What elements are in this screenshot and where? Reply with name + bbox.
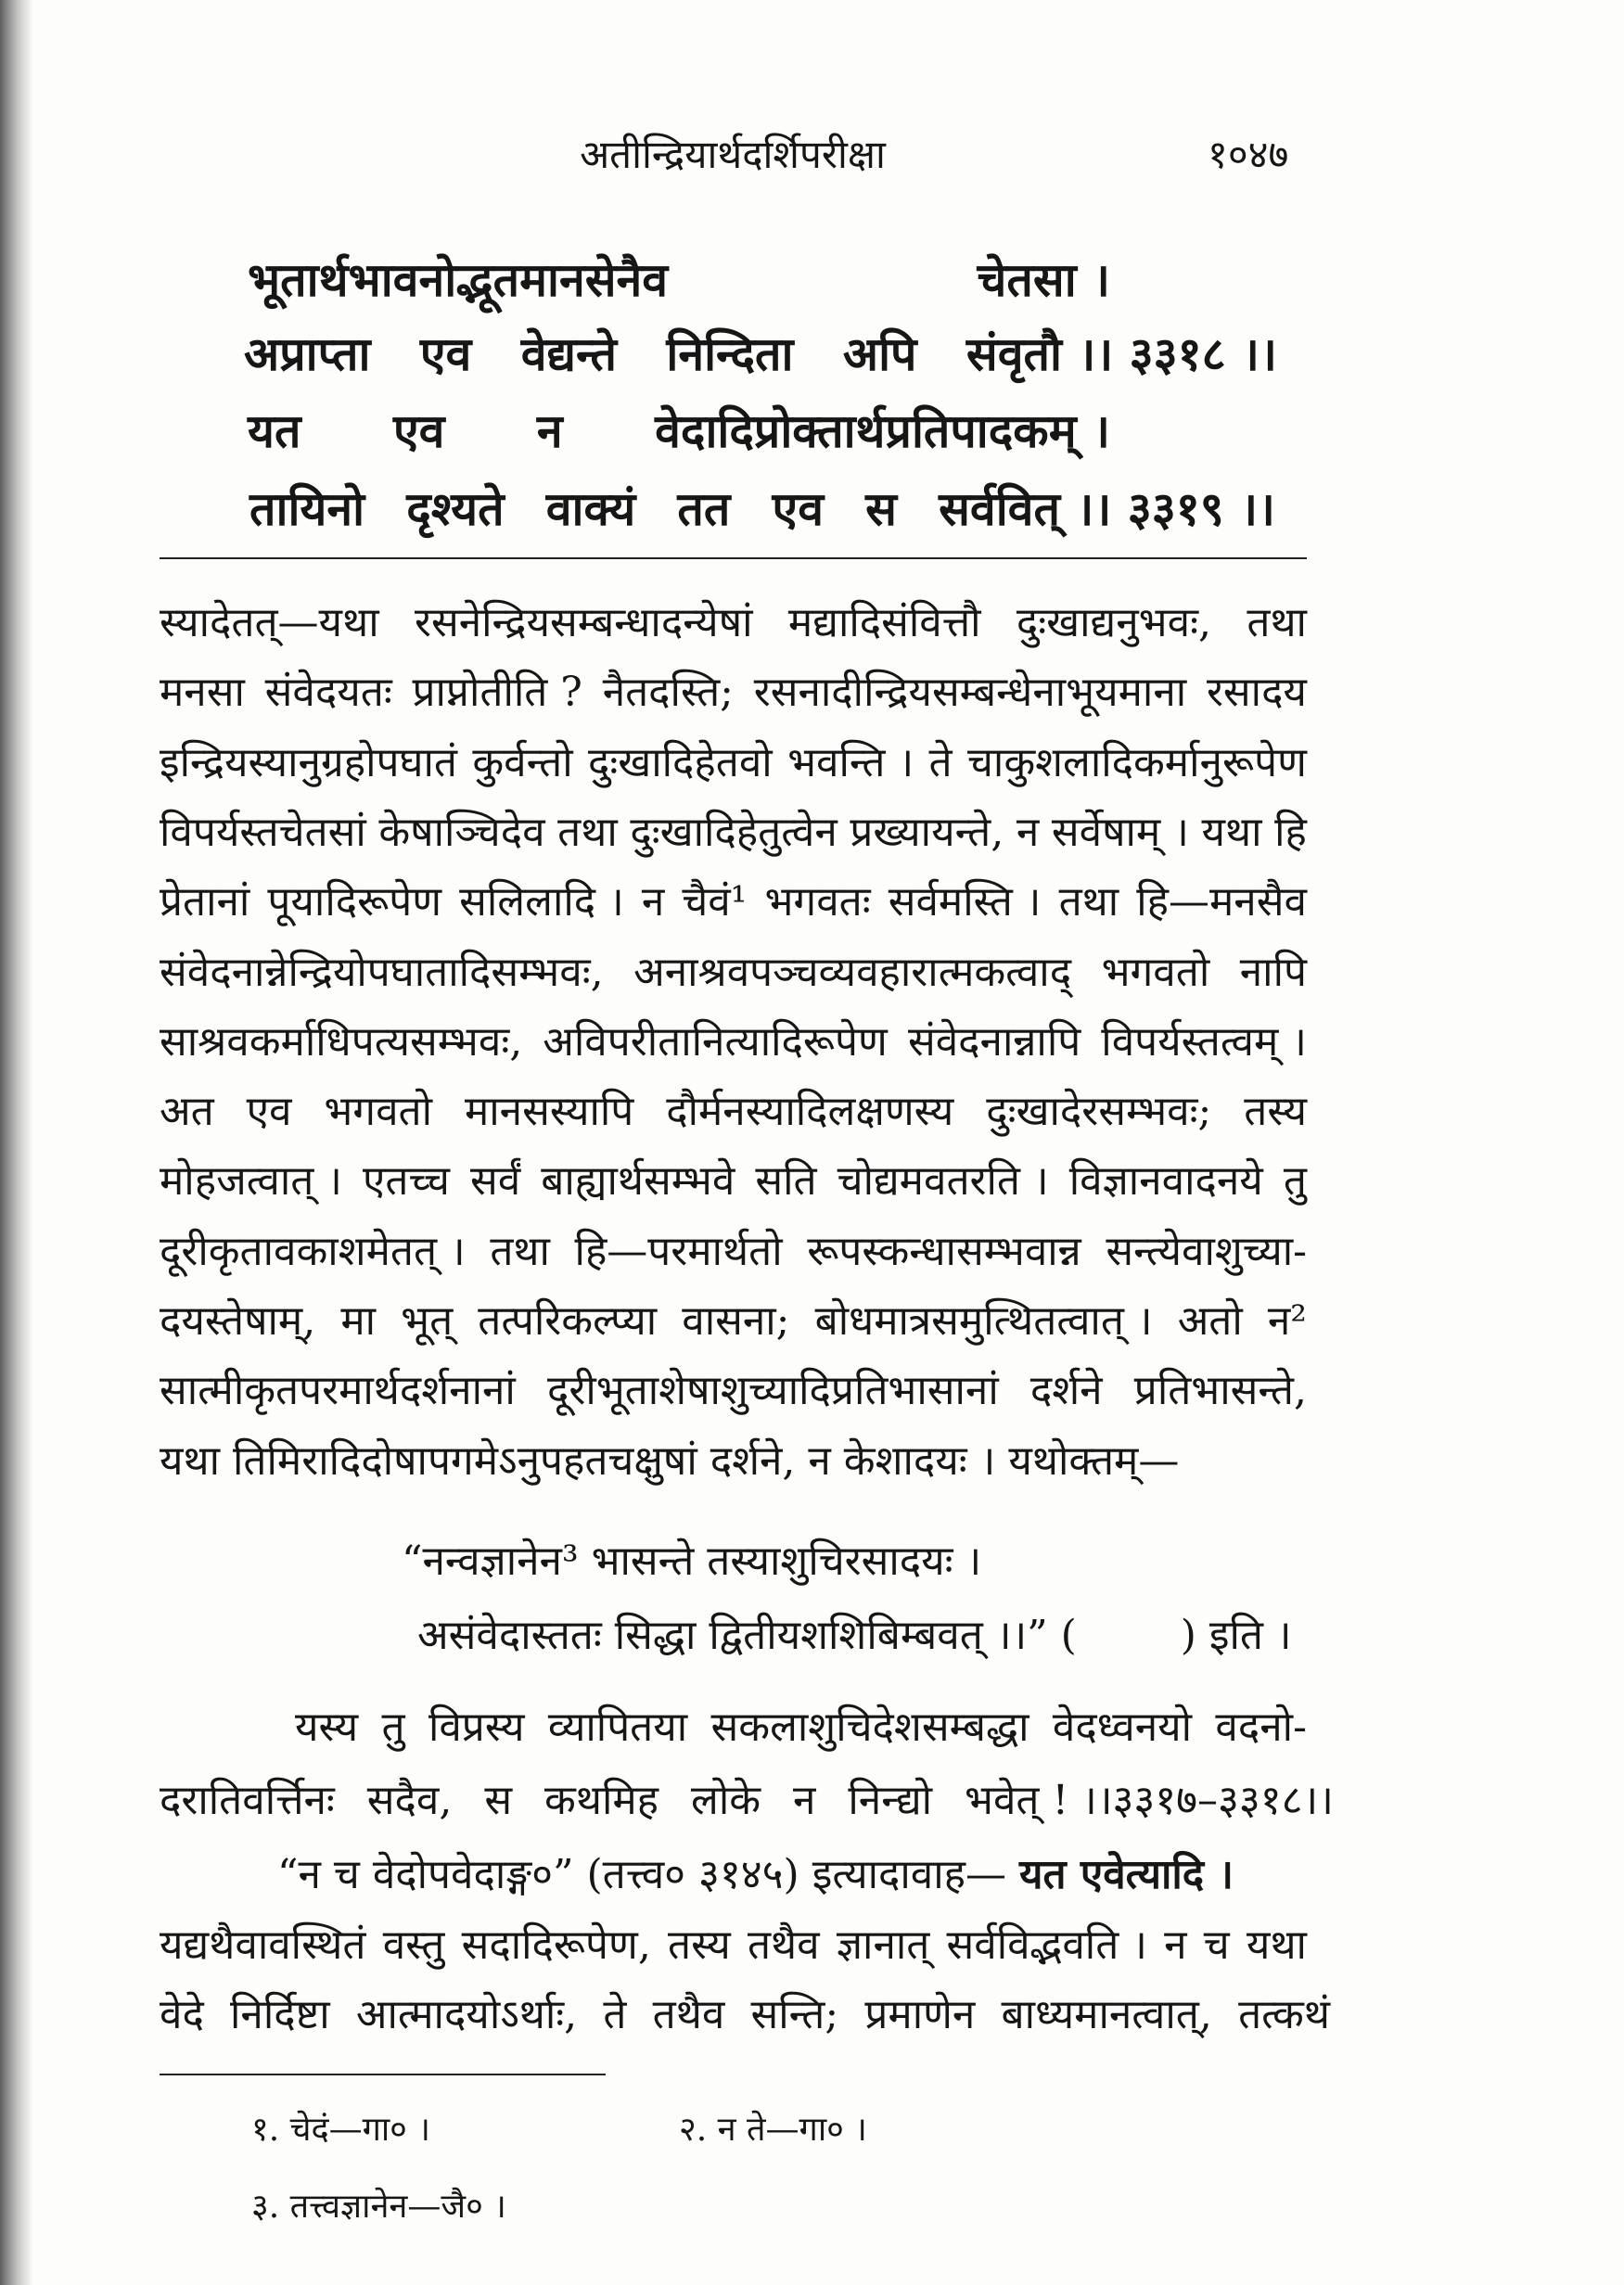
quoted-verse-line: “नन्वज्ञानेन³ भासन्ते तस्याशुचिरसादयः । — [402, 1538, 982, 1585]
word: यस्य — [295, 1704, 359, 1751]
word: सात्मीकृतपरमार्थदर्शनानां — [160, 1367, 516, 1414]
footnote: २. न ते—गा० । — [679, 2111, 867, 2149]
word: पूयादिरूपेण — [267, 878, 442, 925]
word: प्रतिभासन्ते, — [1133, 1367, 1307, 1414]
word: विप्रस्य — [428, 1704, 525, 1751]
commentary-line — [295, 1700, 1307, 1755]
word: रूपस्कन्धासम्भवान्न — [807, 1228, 1081, 1275]
word: यथा — [1246, 1921, 1307, 1969]
word: तत्कथं — [1238, 1991, 1330, 2038]
word: आत्मादयोऽर्थाः, — [355, 1991, 578, 2038]
word: ज्ञानात् — [836, 1921, 930, 1969]
word: वेद्यन्ते — [520, 326, 617, 381]
word: तत्परिकल्प्या — [478, 1297, 658, 1345]
verse-line — [244, 322, 1277, 387]
word: चोद्यमवतरति । — [837, 1157, 1049, 1205]
commentary-line — [160, 665, 1307, 721]
footnote: १. चेदं—गा० । — [251, 2111, 430, 2149]
word: दुःखादेरसम्भवः; — [986, 1088, 1212, 1135]
reference-text: “न च वेदोपवेदाङ्ग०” (तत्त्व० ३१४५) इत्यादावाह— — [277, 1851, 1019, 1898]
word: अनाश्रवपञ्चव्यवहारात्मकत्वाद् — [633, 949, 1072, 996]
word: वाक्यं — [545, 481, 636, 536]
word: तु — [381, 1704, 405, 1751]
word: तायिनो — [249, 481, 365, 536]
word: संवेदयतः — [264, 669, 392, 716]
word: दुःखादिहेतवो — [588, 739, 773, 786]
reference-line — [277, 1847, 1336, 1903]
commentary-line — [160, 805, 1307, 861]
word: दरातिवर्त्तिनः — [160, 1777, 335, 1824]
word: नैतदस्ति; — [602, 669, 734, 716]
word: सर्वविद्भवति । — [946, 1921, 1147, 1969]
word: अप्राप्ता — [244, 326, 371, 381]
word: संवेदनान्नापि — [907, 1018, 1081, 1066]
word: सति — [755, 1157, 817, 1205]
word: रसादय — [1206, 669, 1307, 716]
word: प्रेतानां — [160, 878, 250, 925]
word: दौर्मनस्यादिलक्षणस्य — [666, 1088, 954, 1135]
word: संवृतौ ।। ३३१८ ।। — [965, 326, 1277, 381]
word: ते — [603, 1991, 627, 2038]
word: अपि — [842, 326, 917, 381]
word: प्रमाणेन — [864, 1991, 976, 2038]
commentary-line — [160, 1154, 1307, 1209]
word: चेतसा । — [977, 252, 1110, 307]
word: हि — [1274, 809, 1307, 856]
word: न — [1164, 1921, 1187, 1969]
word: हि—परमार्थतो — [574, 1228, 783, 1275]
commentary-line — [160, 1987, 1330, 2043]
word: भवन्ति । — [787, 739, 914, 786]
commentary-line: यथा तिमिरादिदोषापगमेऽनुपहतचक्षुषां दर्शने, न केशादयः । यथोक्तम्— — [160, 1437, 1180, 1485]
word: तथा — [1247, 599, 1307, 646]
word: भूतार्थभावनोद्भूतमानसेनैव — [248, 252, 669, 307]
word: विज्ञानवादनये — [1068, 1157, 1263, 1205]
word: तथा — [490, 1228, 550, 1275]
word: प्राप्नोतीति ? — [412, 669, 582, 716]
word: बाह्यार्थसम्भवे — [541, 1157, 735, 1205]
word: स — [865, 481, 897, 536]
word: संवेदनान्नेन्द्रियोपघातादिसम्भवः, — [160, 949, 604, 996]
word: लोके — [690, 1777, 761, 1824]
word: मोहजत्वात् । — [160, 1157, 342, 1205]
word: निर्दिष्टा — [230, 1991, 330, 2038]
word: बाध्यमानत्वात्, — [1001, 1991, 1212, 2038]
word: सर्वेषाम् । — [1051, 809, 1189, 856]
word: एतच्च — [363, 1157, 450, 1205]
word: भगवतो — [324, 1088, 433, 1135]
word: एव — [419, 326, 472, 381]
word: दुःखादिहेतुत्वेन — [630, 809, 838, 856]
word: निन्दिता — [666, 326, 794, 381]
page-number: १०४७ — [1208, 132, 1289, 177]
word: चाकुशलादिकर्मानुरूपेण — [966, 739, 1307, 786]
word: बोधमात्रसमुत्थितत्वात् । — [814, 1297, 1153, 1345]
word: यत — [248, 403, 301, 458]
commentary-line — [160, 1294, 1307, 1349]
commentary-line — [160, 874, 1307, 930]
word: मद्यादिसंवित्तौ — [787, 599, 981, 646]
word: दृश्यते — [406, 481, 505, 536]
word: इन्द्रियस्यानुग्रहोपघातं — [160, 739, 457, 786]
word: एव — [246, 1088, 292, 1135]
word: विपर्यस्तचेतसां — [160, 809, 366, 856]
word: वस्तु — [382, 1921, 445, 1969]
word: भगवतो — [1101, 949, 1210, 996]
word: ते — [928, 739, 953, 786]
word: सर्वं — [470, 1157, 521, 1205]
word: कथमिह — [544, 1777, 659, 1824]
word: वेदध्वनयो — [1052, 1704, 1193, 1751]
word: निन्द्यो — [848, 1777, 933, 1824]
commentary-line — [160, 1363, 1307, 1419]
word: दूरीभूताशेषाशुच्यादिप्रतिभासानां — [546, 1367, 999, 1414]
word: दुःखाद्यनुभवः, — [1016, 599, 1211, 646]
word: वासना; — [682, 1297, 790, 1345]
verse-line — [249, 477, 1275, 542]
word: तथैव — [747, 1921, 820, 1969]
word: मानसस्यापि — [464, 1088, 634, 1135]
word: वदनो- — [1215, 1704, 1307, 1751]
word: स्यादेतत्—यथा — [160, 599, 379, 646]
verse-line — [248, 248, 1110, 313]
word: भगवतः — [764, 878, 871, 925]
word: कुर्वन्तो — [472, 739, 573, 786]
word: न — [536, 403, 563, 458]
word: तथैव — [652, 1991, 725, 2038]
word: साश्रवकर्माधिपत्यसम्भवः, — [160, 1018, 523, 1066]
word: दयस्तेषाम्, — [160, 1297, 316, 1345]
quoted-verse-line: असंवेदास्ततः सिद्धा द्वितीयशशिबिम्बवत् ।।” ( ) इति । — [417, 1612, 1292, 1659]
word: सर्वमस्ति । — [888, 878, 1042, 925]
commentary-line — [160, 1084, 1307, 1140]
word: न² — [1267, 1297, 1307, 1345]
word: सर्ववित् ।। ३३१९ ।। — [939, 481, 1275, 536]
word: तत — [677, 481, 731, 536]
binding-shadow — [0, 0, 33, 2285]
word: अविपरीतानित्यादिरूपेण — [543, 1018, 888, 1066]
word: दूरीकृतावकाशमेतत् । — [160, 1228, 466, 1275]
commentary-line — [160, 1015, 1307, 1070]
word: केषाञ्चिदेव — [378, 809, 545, 856]
word: व्यापितया — [547, 1704, 688, 1751]
word: वेदे — [160, 1991, 204, 2038]
word: अत — [160, 1088, 214, 1135]
word: दर्शने — [1029, 1367, 1103, 1414]
word: एव — [772, 481, 824, 536]
word: यथा — [1201, 809, 1262, 856]
pratika: यत एवेत्यादि । — [1018, 1851, 1234, 1898]
word: यद्यथैवावस्थितं — [160, 1921, 366, 1969]
word: स — [484, 1777, 513, 1824]
word: च — [1203, 1921, 1230, 1969]
word: एव — [392, 403, 445, 458]
word: सन्ति; — [750, 1991, 839, 2038]
commentary-line — [160, 1918, 1307, 1973]
word: प्रख्यायन्ते, — [850, 809, 1004, 856]
commentary-line — [160, 595, 1307, 651]
footnote-rule — [160, 2074, 606, 2075]
word: चैवं¹ — [682, 878, 748, 925]
word: विपर्यस्तत्वम् । — [1101, 1018, 1307, 1066]
verse-separator-rule — [160, 557, 1307, 559]
word: नापि — [1239, 949, 1307, 996]
word: भवेत् ! ।।३३१७–३३१८।। — [965, 1777, 1334, 1824]
word: रसनादीन्द्रियसम्बन्धेनाभूयमाना — [753, 669, 1187, 716]
word: तस्य — [668, 1921, 731, 1969]
word: न — [792, 1777, 816, 1824]
word: न — [1016, 809, 1040, 856]
word: सलिलादि । — [459, 878, 624, 925]
word: भूत् — [401, 1297, 454, 1345]
word: अतो — [1177, 1297, 1243, 1345]
word: हि—मनसैव — [1136, 878, 1307, 925]
word: सन्त्येवाशुच्या- — [1106, 1228, 1307, 1275]
footnote: ३. तत्त्वज्ञानेन—जै० । — [251, 2188, 506, 2226]
word: सदैव, — [366, 1777, 453, 1824]
word: मा — [340, 1297, 377, 1345]
commentary-line — [160, 945, 1307, 1001]
word: वेदादिप्रोक्तार्थप्रतिपादकम् । — [655, 403, 1110, 458]
commentary-line — [160, 735, 1307, 791]
word: सदादिरूपेण, — [461, 1921, 651, 1969]
running-header: अतीन्द्रियार्थदर्शिपरीक्षा — [580, 132, 886, 177]
word: रसनेन्द्रियसम्बन्धादन्येषां — [414, 599, 753, 646]
word: तस्य — [1244, 1088, 1307, 1135]
verse-line — [248, 399, 1110, 464]
word: मनसा — [160, 669, 245, 716]
commentary-line — [160, 1773, 1334, 1829]
word: तु — [1283, 1157, 1307, 1205]
commentary-line — [160, 1224, 1307, 1280]
word: सकलाशुचिदेशसम्बद्धा — [710, 1704, 1029, 1751]
word: तथा — [1058, 878, 1119, 925]
word: न — [641, 878, 665, 925]
word: तथा — [557, 809, 618, 856]
